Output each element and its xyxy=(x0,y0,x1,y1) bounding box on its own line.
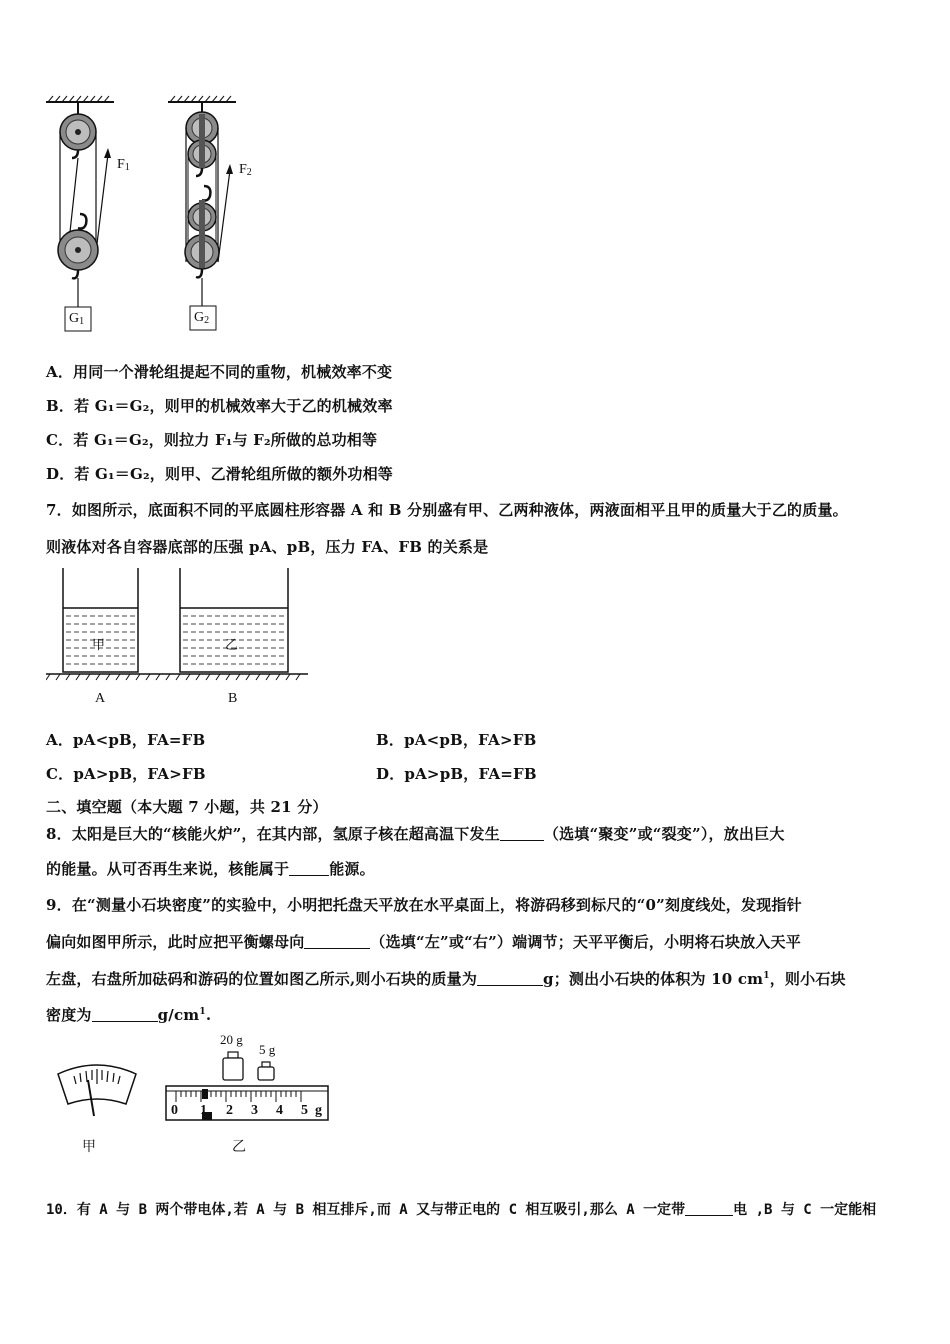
q9-line2: 偏向如图甲所示，此时应把平衡螺母向 （选填“左”或“右”）端调节；天平平衡后，小明将石块放入天平 xyxy=(46,933,801,951)
container-b-label: B xyxy=(228,691,238,706)
ruler-tick-label: 3 xyxy=(251,1103,258,1118)
weight-5g-label: 5 g xyxy=(259,1042,276,1057)
q7-option-c: C．pA>pB，FA>FB xyxy=(46,765,206,783)
ruler-tick-label: 4 xyxy=(276,1103,283,1118)
weight-20g-label: 20 g xyxy=(220,1032,243,1047)
q7-stem-line1: 7．如图所示，底面积不同的平底圆柱形容器 A 和 B 分别盛有甲、乙两种液体，两液面相平且甲的质量大于乙的质量。 xyxy=(46,501,848,519)
ruler-tick-label: 5 xyxy=(301,1103,308,1118)
containers-figure xyxy=(46,566,308,684)
weight-g2-label: $G_2$ xyxy=(194,310,210,326)
q7-option-b: B．pA<pB，FA>FB xyxy=(376,731,537,749)
liquid-yi-label: 乙 xyxy=(225,637,239,652)
force-f1-label: $F_1$ xyxy=(117,157,130,173)
weights-figure xyxy=(218,1050,278,1084)
liquid-jia-label: 甲 xyxy=(92,637,106,652)
fig-yi-label: 乙 xyxy=(232,1140,246,1155)
ruler-tick-label: 2 xyxy=(226,1103,233,1118)
q6-option-a: A．用同一个滑轮组提起不同的重物，机械效率不变 xyxy=(46,363,393,381)
section-heading: 二、填空题（本大题 7 小题，共 21 分） xyxy=(46,798,328,816)
q9-blank-2[interactable] xyxy=(477,971,543,986)
q6-option-d: D．若 G₁＝G₂，则甲、乙滑轮组所做的额外功相等 xyxy=(46,465,393,483)
pulley-figure xyxy=(40,92,280,342)
q9-blank-3[interactable] xyxy=(92,1007,158,1022)
q6-option-b: B．若 G₁＝G₂，则甲的机械效率大于乙的机械效率 xyxy=(46,397,393,415)
q9-line4: 密度为 $g/cm^1$. xyxy=(46,1006,212,1024)
q9-blank-1[interactable] xyxy=(304,934,370,949)
container-a-label: A xyxy=(95,691,106,706)
ruler-tick-label: 0 xyxy=(171,1103,178,1118)
weight-g1-label: $G_1$ xyxy=(69,311,85,327)
balance-dial-figure xyxy=(52,1060,142,1120)
q7-stem-line2: 则液体对各自容器底部的压强 pA、pB，压力 FA、FB 的关系是 xyxy=(46,538,489,556)
ruler-tick-labels xyxy=(164,1103,330,1121)
force-f2-label: $F_2$ xyxy=(239,162,252,178)
q9-line1: 9．在“测量小石块密度”的实验中，小明把托盘天平放在水平桌面上，将游码移到标尺的“0”刻度线处，发现指针 xyxy=(46,896,802,914)
q7-option-d: D．pA>pB，FA=FB xyxy=(376,765,537,783)
q10-blank-1[interactable] xyxy=(685,1201,733,1216)
q8-line2: 的能量。从可否再生来说，核能属于 能源。 xyxy=(46,860,375,878)
q8-line1: 8．太阳是巨大的“核能火炉”，在其内部，氢原子核在超高温下发生 （选填“聚变”或“裂变”），放出巨大 xyxy=(46,825,785,843)
q9-line3: 左盘，右盘所加砝码和游码的位置如图乙所示,则小石块的质量为 g；测出小石块的体积为 10 $cm^1$，则小石块 xyxy=(46,970,846,988)
fig-jia-label: 甲 xyxy=(82,1140,96,1155)
q8-blank-2[interactable] xyxy=(289,861,329,876)
q8-blank-1[interactable] xyxy=(500,826,544,841)
q10-line1: 10．有 A 与 B 两个带电体,若 A 与 B 相互排斥,而 A 又与带正电的 C 相互吸引,那么 A 一定带 电 ,B 与 C 一定能相 xyxy=(46,1202,877,1218)
q6-option-c: C．若 G₁＝G₂，则拉力 F₁与 F₂所做的总功相等 xyxy=(46,431,378,449)
ruler-tick-label: 1 xyxy=(200,1103,207,1118)
q7-option-a: A．pA<pB，FA=FB xyxy=(46,731,206,749)
ruler-tick-label: g xyxy=(315,1103,322,1118)
